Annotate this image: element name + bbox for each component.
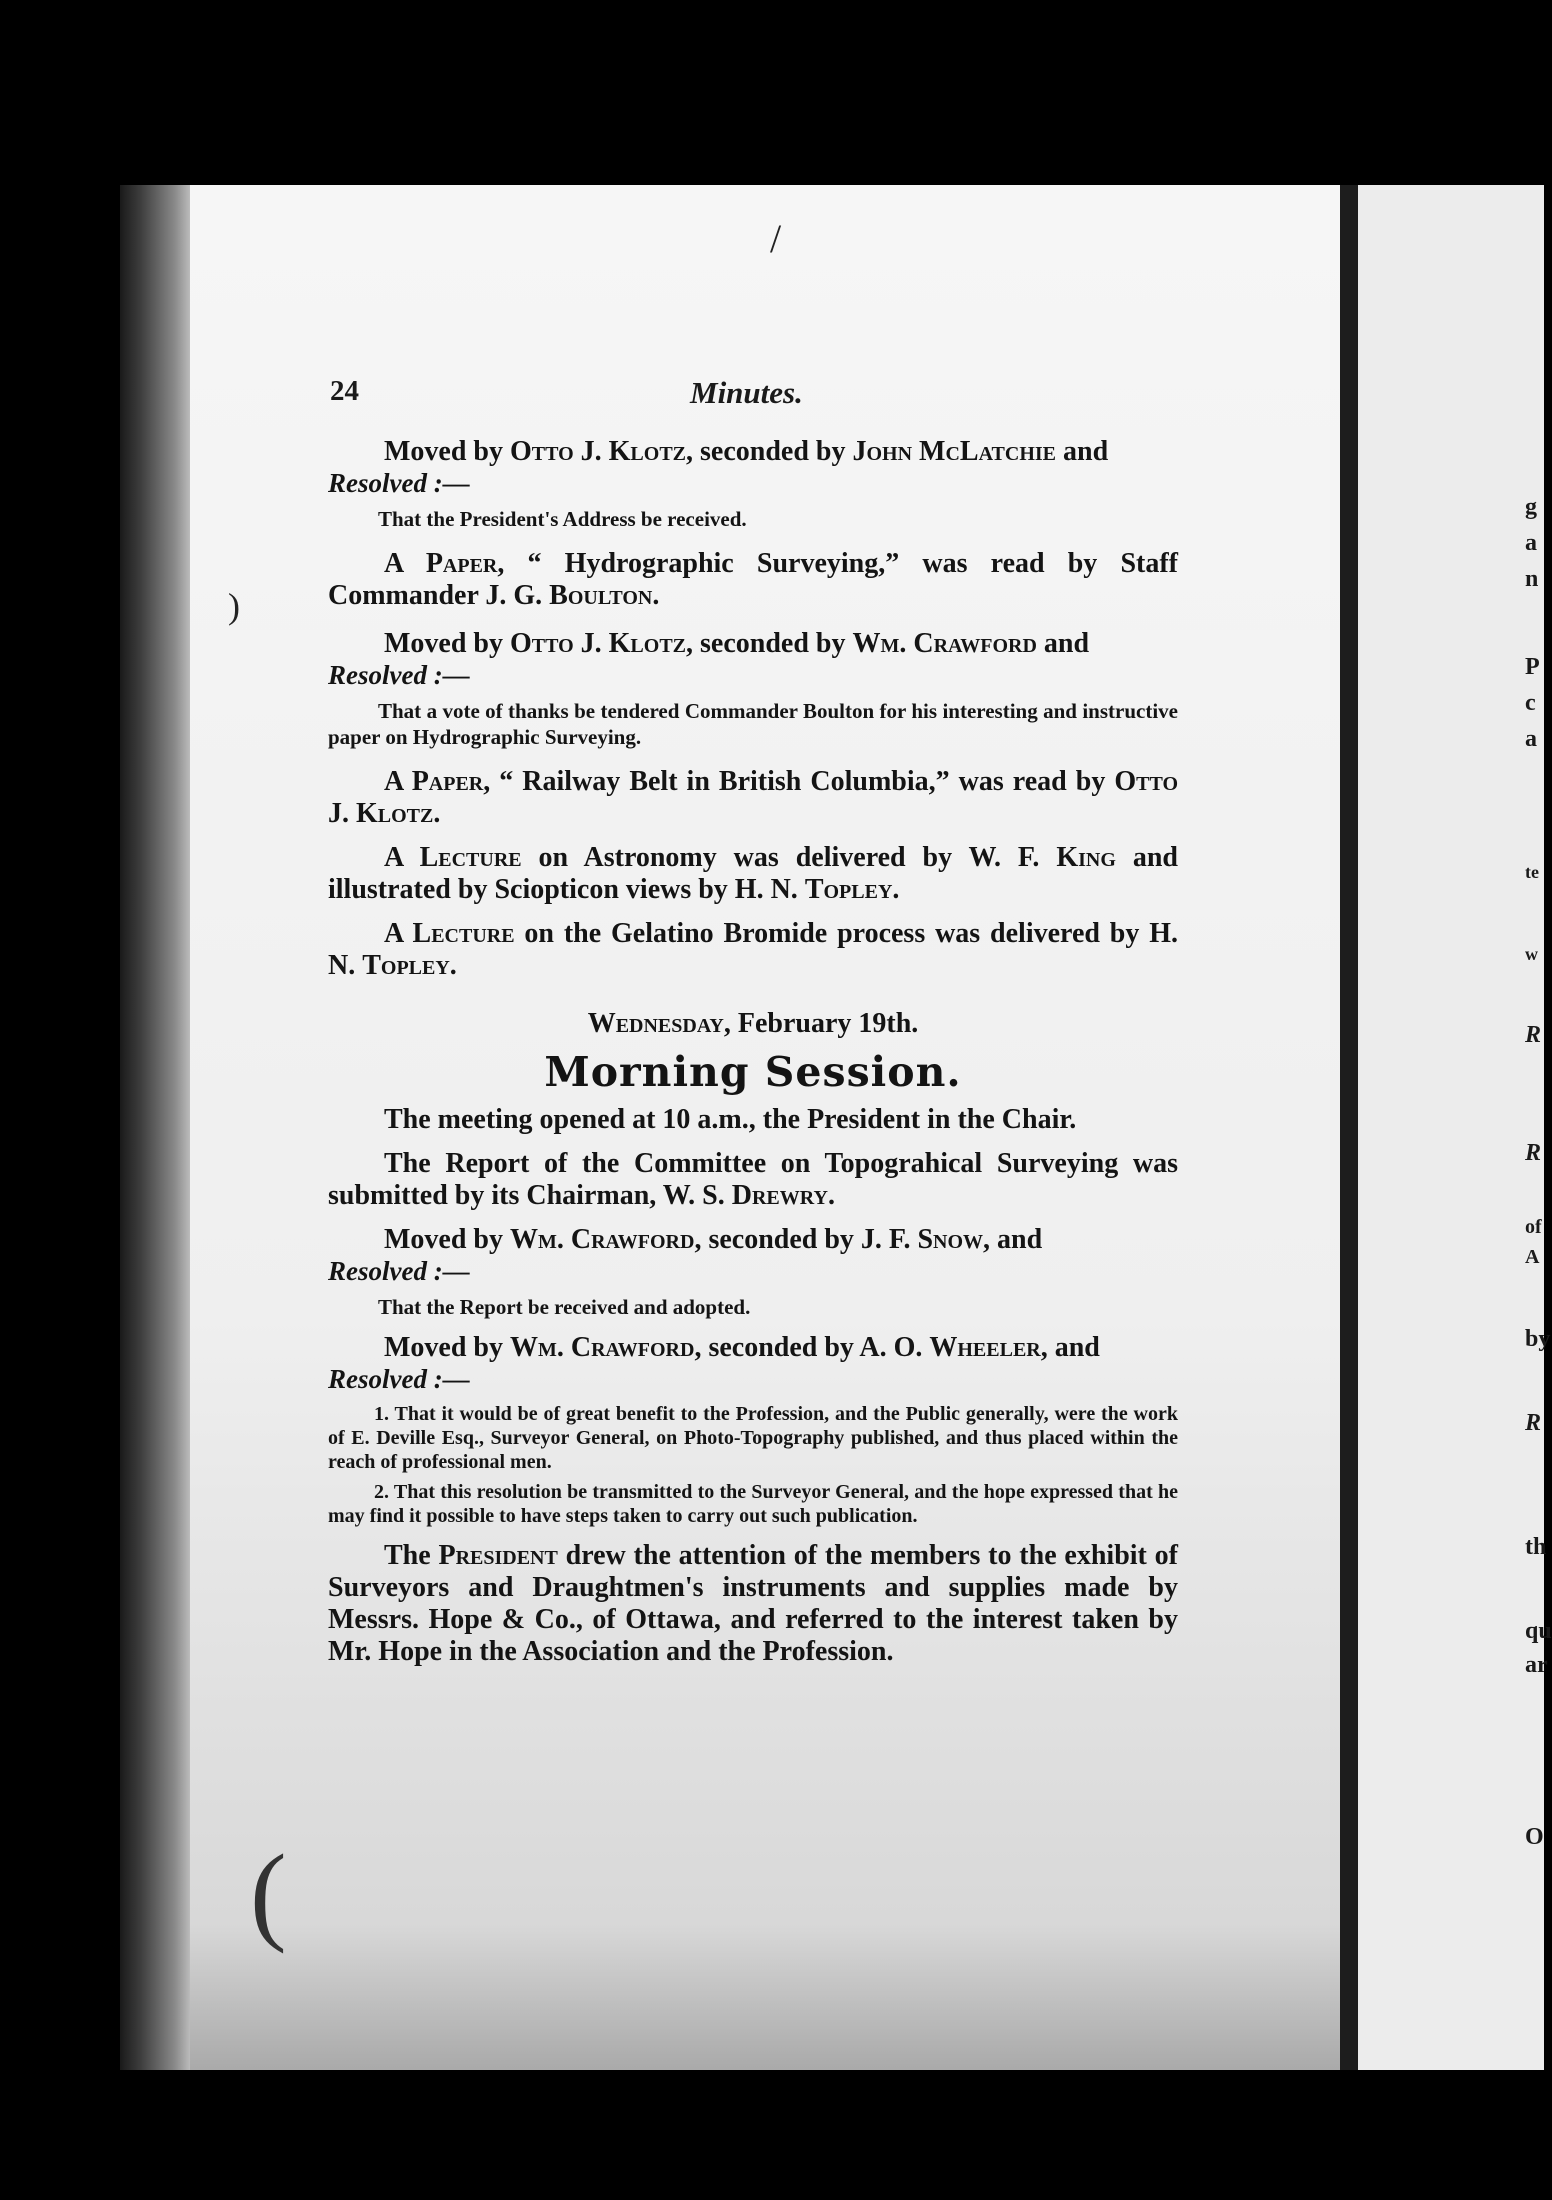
facing-fragment: by (1525, 1326, 1551, 1352)
resolved-label: Resolved :— (328, 1256, 470, 1286)
meeting-opened: The meeting opened at 10 a.m., the President in the Chair. (384, 1104, 1077, 1135)
page-header (330, 375, 1200, 415)
binding-shadow-left (120, 185, 200, 2085)
facing-fragment: ar (1525, 1652, 1548, 1678)
page-number: 24 (330, 375, 359, 407)
motion-3 (328, 1224, 1178, 1320)
resolved-label: Resolved :— (328, 660, 470, 690)
resolution-item-1: 1. That it would be of great benefit to the Profession, and the Public generally, were the work of E. Deville Esq., Surveyor General, on Photo-Topography published, and thus placed within the reach of professional men. (328, 1403, 1178, 1473)
motion-text: Moved by Wm. Crawford, seconded by J. F. Snow, and (384, 1224, 1043, 1255)
facing-fragment: R (1525, 1022, 1542, 1048)
margin-bracket-mark: ( (250, 1832, 287, 1954)
session-heading: Morning Session. (544, 1048, 962, 1096)
facing-fragment: g (1525, 494, 1537, 520)
facing-fragment: of (1525, 1216, 1542, 1238)
facing-fragment: A (1525, 1246, 1540, 1268)
lecture-astronomy: A Lecture on Astronomy was delivered by W. F. King and illustrated by Sciopticon views by H. N. Topley. (328, 842, 1178, 905)
motion-text: Moved by Otto J. Klotz, seconded by Wm. Crawford and (384, 628, 1090, 659)
resolved-label: Resolved :— (328, 1364, 470, 1394)
motion-4 (328, 1332, 1178, 1528)
facing-fragment: a (1525, 530, 1537, 556)
book-gutter (1340, 185, 1358, 2085)
committee-report: The Report of the Committee on Topograhical Surveying was submitted by its Chairman, W. S. Drewry. (328, 1148, 1178, 1211)
facing-fragment: te (1525, 862, 1539, 882)
facing-fragment: O (1525, 1824, 1544, 1850)
facing-fragment: w (1525, 944, 1538, 964)
motion-1 (328, 436, 1178, 532)
paper-railway-belt: A Paper, “ Railway Belt in British Columbia,” was read by Otto J. Klotz. (328, 766, 1178, 829)
lecture-gelatino: A Lecture on the Gelatino Bromide process was delivered by H. N. Topley. (328, 918, 1179, 981)
motion-2 (328, 628, 1178, 750)
pencil-mark: / (770, 216, 782, 261)
motion-text: Moved by Otto J. Klotz, seconded by John McLatchie and (384, 436, 1109, 467)
facing-fragment: c (1525, 690, 1536, 716)
resolved-label: Resolved :— (328, 468, 470, 498)
facing-fragment: n (1525, 566, 1539, 592)
page-content (328, 436, 1178, 1668)
facing-fragment: th (1525, 1534, 1547, 1560)
facing-fragment: R (1525, 1410, 1542, 1436)
margin-mark: ) (228, 586, 240, 626)
resolution-text: That the Report be received and adopted. (378, 1295, 751, 1319)
facing-fragment: P (1525, 654, 1540, 680)
scan-border-top (0, 0, 1544, 190)
facing-page (1358, 185, 1547, 2085)
facing-fragment: a (1525, 726, 1537, 752)
running-title: Minutes. (690, 375, 803, 410)
facing-fragment: qu (1525, 1618, 1552, 1644)
president-exhibit-note: The President drew the attention of the members to the exhibit of Surveyors and Draughtmen's instruments and supplies made by Messrs. Hope & Co., of Ottawa, and referred to the interest taken by Mr. Hope in the Association and the Profession. (328, 1540, 1178, 1667)
paper-hydrographic: A Paper, “ Hydrographic Surveying,” was read by Staff Commander J. G. Boulton. (328, 548, 1178, 611)
resolution-text: That a vote of thanks be tendered Commander Boulton for his interesting and instructive paper on Hydrographic Surveying. (328, 699, 1178, 749)
session-date: Wednesday, February 19th. (587, 1008, 919, 1039)
motion-text: Moved by Wm. Crawford, seconded by A. O. Wheeler, and (384, 1332, 1100, 1363)
resolution-item-2: 2. That this resolution be transmitted to the Surveyor General, and the hope expressed that he may find it possible to have steps taken to carry out such publication. (328, 1481, 1178, 1527)
resolution-text: That the President's Address be received. (378, 507, 747, 531)
facing-fragment: R (1525, 1140, 1542, 1166)
scan-border-bottom (0, 2070, 1544, 2200)
